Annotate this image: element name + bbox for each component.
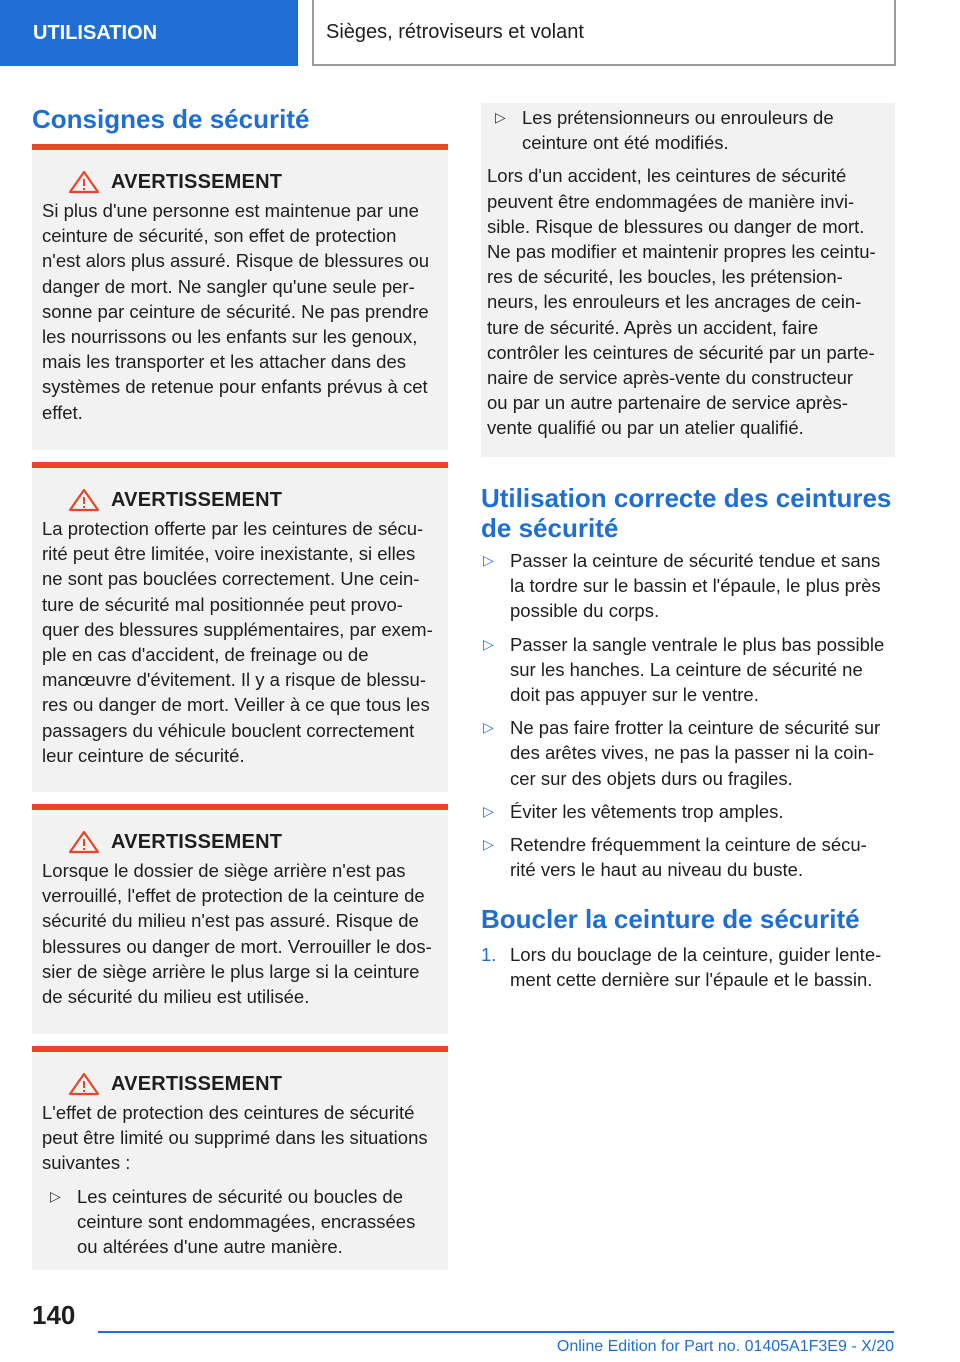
text-line: de sécurité du milieu est utilisée. <box>42 986 310 1008</box>
triangle-right-outline-icon: ▷ <box>495 109 506 125</box>
text-line: les nourrissons ou les enfants sur les genoux, <box>42 326 418 348</box>
warning-title: AVERTISSEMENT <box>111 830 283 853</box>
triangle-right-outline-icon: ▷ <box>483 836 494 853</box>
warning-box <box>32 144 448 450</box>
warning-box <box>32 1046 448 1270</box>
triangle-right-outline-icon: ▷ <box>483 552 494 568</box>
text-line: possible du corps. <box>510 600 660 622</box>
text-line: ceinture sont endommagées, encrassées <box>77 1210 416 1232</box>
list-item <box>481 832 895 882</box>
text-line: res de sécurité, les boucles, les prétension- <box>487 266 843 288</box>
text-line: rité vers le haut au niveau du buste. <box>510 859 804 881</box>
header-chapter-label: Sièges, rétroviseurs et volant <box>326 20 584 43</box>
triangle-right-outline-icon: ▷ <box>483 719 494 736</box>
text-line: quer des blessures supplémentaires, par exem- <box>42 618 433 640</box>
warning-box <box>32 462 448 792</box>
warning-triangle-icon <box>67 1072 101 1096</box>
warning-text <box>42 198 438 425</box>
text-line: Les prétensionneurs ou enrouleurs de <box>522 107 834 128</box>
warning-title: AVERTISSEMENT <box>111 1072 283 1095</box>
text-line: danger de mort. Ne sangler qu'une seule per- <box>42 275 415 297</box>
text-line: sible. Risque de blessures ou danger de mort. <box>487 215 865 237</box>
text-line: sécurité du milieu n'est pas assuré. Risque de <box>42 910 419 932</box>
warning-title: AVERTISSEMENT <box>111 170 283 193</box>
text-line: ceinture ont été modifiés. <box>522 132 729 154</box>
text-line: systèmes de retenue pour enfants prévus à cet <box>42 376 428 398</box>
text-line: suivantes : <box>42 1152 131 1174</box>
header-chapter-tab <box>312 0 896 66</box>
text-line: ment cette dernière sur l'épaule et le bassin. <box>510 969 873 991</box>
text-line: Retendre fréquemment la ceinture de sécu- <box>510 834 867 856</box>
text-line: blessures ou danger de mort. Verrouiller le dos- <box>42 935 432 957</box>
text-line: Passer la ceinture de sécurité tendue et sans <box>510 550 881 571</box>
step-number: 1. <box>481 944 497 965</box>
text-line: ceinture de sécurité, son effet de protection <box>42 225 397 247</box>
text-line: rité peut être limitée, voire inexistante, si elles <box>42 543 416 565</box>
list-item <box>481 942 895 992</box>
text-line: Ne pas modifier et maintenir propres les ceintu- <box>487 241 876 263</box>
text-line: Éviter les vêtements trop amples. <box>510 800 784 822</box>
header-section-label: UTILISATION <box>33 21 158 44</box>
warning-text <box>42 858 438 1009</box>
footer-divider <box>98 1331 894 1333</box>
text-line: naire de service après-vente du constructeur <box>487 367 854 389</box>
text-line: ou par un autre partenaire de service après- <box>487 392 848 414</box>
text-line: Lors d'un accident, les ceintures de sécurité <box>487 165 847 187</box>
section-heading-safety: Consignes de sécurité <box>32 104 310 134</box>
triangle-right-outline-icon: ▷ <box>50 1187 61 1204</box>
text-line: la tordre sur le bassin et l'épaule, le plus près <box>510 575 881 597</box>
warning-text <box>42 1100 438 1259</box>
list-item <box>481 632 895 708</box>
text-line: doit pas appuyer sur le ventre. <box>510 684 759 706</box>
text-line: ple en cas d'accident, de freinage ou de <box>42 644 369 666</box>
text-line: cer sur des objets durs ou fragiles. <box>510 767 793 789</box>
usage-list <box>481 548 895 882</box>
warning-box <box>32 804 448 1034</box>
text-line: verrouillé, l'effet de protection de la ceinture de <box>42 885 425 907</box>
list-item <box>487 105 887 155</box>
text-line: contrôler les ceintures de sécurité par un parte- <box>487 341 875 363</box>
text-line: res ou danger de mort. Veiller à ce que tous les <box>42 694 430 716</box>
text-line: peuvent être endommagées de manière invi- <box>487 190 855 212</box>
text-line: sur les hanches. La ceinture de sécurité ne <box>510 658 863 680</box>
warning-triangle-icon <box>67 170 101 194</box>
text-line: effet. <box>42 401 83 423</box>
text-line: des arêtes vives, ne pas la passer ni la coin- <box>510 742 875 764</box>
page-number: 140 <box>32 1300 76 1330</box>
text-line: Lorsque le dossier de siège arrière n'est pas <box>42 860 406 881</box>
text-line: La protection offerte par les ceintures de sécu- <box>42 518 424 539</box>
text-line: ou altérées d'une autre manière. <box>77 1236 343 1258</box>
heading-line: Utilisation correcte des ceintures <box>481 483 892 513</box>
section-heading-buckle: Boucler la ceinture de sécurité <box>481 904 860 934</box>
warning-triangle-icon <box>67 830 101 854</box>
text-line: ture de sécurité mal positionnée peut provo- <box>42 593 403 615</box>
footer-edition: Online Edition for Part no. 01405A1F3E9 - X/20 <box>556 1338 894 1355</box>
text-line: sier de siège arrière le plus large si la ceinture <box>42 960 420 982</box>
text-line: sonne par ceinture de sécurité. Ne pas prendre <box>42 300 429 322</box>
text-line: L'effet de protection des ceintures de sécurité <box>42 1102 415 1123</box>
warning-text <box>487 163 887 440</box>
warning-box-continued <box>481 103 895 457</box>
text-line: passagers du véhicule bouclent correctement <box>42 719 415 741</box>
text-line: peut être limité ou supprimé dans les situations <box>42 1127 428 1149</box>
warning-triangle-icon <box>67 488 101 512</box>
text-line: mais les transporter et les attacher dans des <box>42 351 407 373</box>
warning-title: AVERTISSEMENT <box>111 488 283 511</box>
text-line: leur ceinture de sécurité. <box>42 744 245 766</box>
list-item <box>481 715 895 791</box>
text-line: neurs, les enrouleurs et les ancrages de cein- <box>487 291 862 313</box>
text-line: Lors du bouclage de la ceinture, guider lente- <box>510 944 882 965</box>
text-line: Passer la sangle ventrale le plus bas possible <box>510 633 885 655</box>
triangle-right-outline-icon: ▷ <box>483 635 494 652</box>
text-line: ture de sécurité. Après un accident, faire <box>487 316 819 338</box>
text-line: n'est alors plus assuré. Risque de blessures ou <box>42 250 430 272</box>
text-line: Les ceintures de sécurité ou boucles de <box>77 1185 404 1207</box>
heading-line: de sécurité <box>481 513 619 543</box>
warning-text <box>42 516 438 768</box>
text-line: Si plus d'une personne est maintenue par une <box>42 200 419 221</box>
buckle-steps <box>481 942 895 992</box>
list-item <box>481 799 895 824</box>
text-line: vente qualifié ou par un atelier qualifié. <box>487 417 804 439</box>
list-item <box>42 1184 438 1260</box>
triangle-right-outline-icon: ▷ <box>483 802 494 819</box>
text-line: Ne pas faire frotter la ceinture de sécurité sur <box>510 717 881 739</box>
header-section-tab <box>0 0 298 66</box>
section-heading-usage <box>481 483 895 543</box>
text-line: ne sont pas bouclées correctement. Une cein- <box>42 568 420 590</box>
list-item <box>481 548 895 624</box>
text-line: manœuvre d'évitement. Il y a risque de blessu- <box>42 669 426 691</box>
